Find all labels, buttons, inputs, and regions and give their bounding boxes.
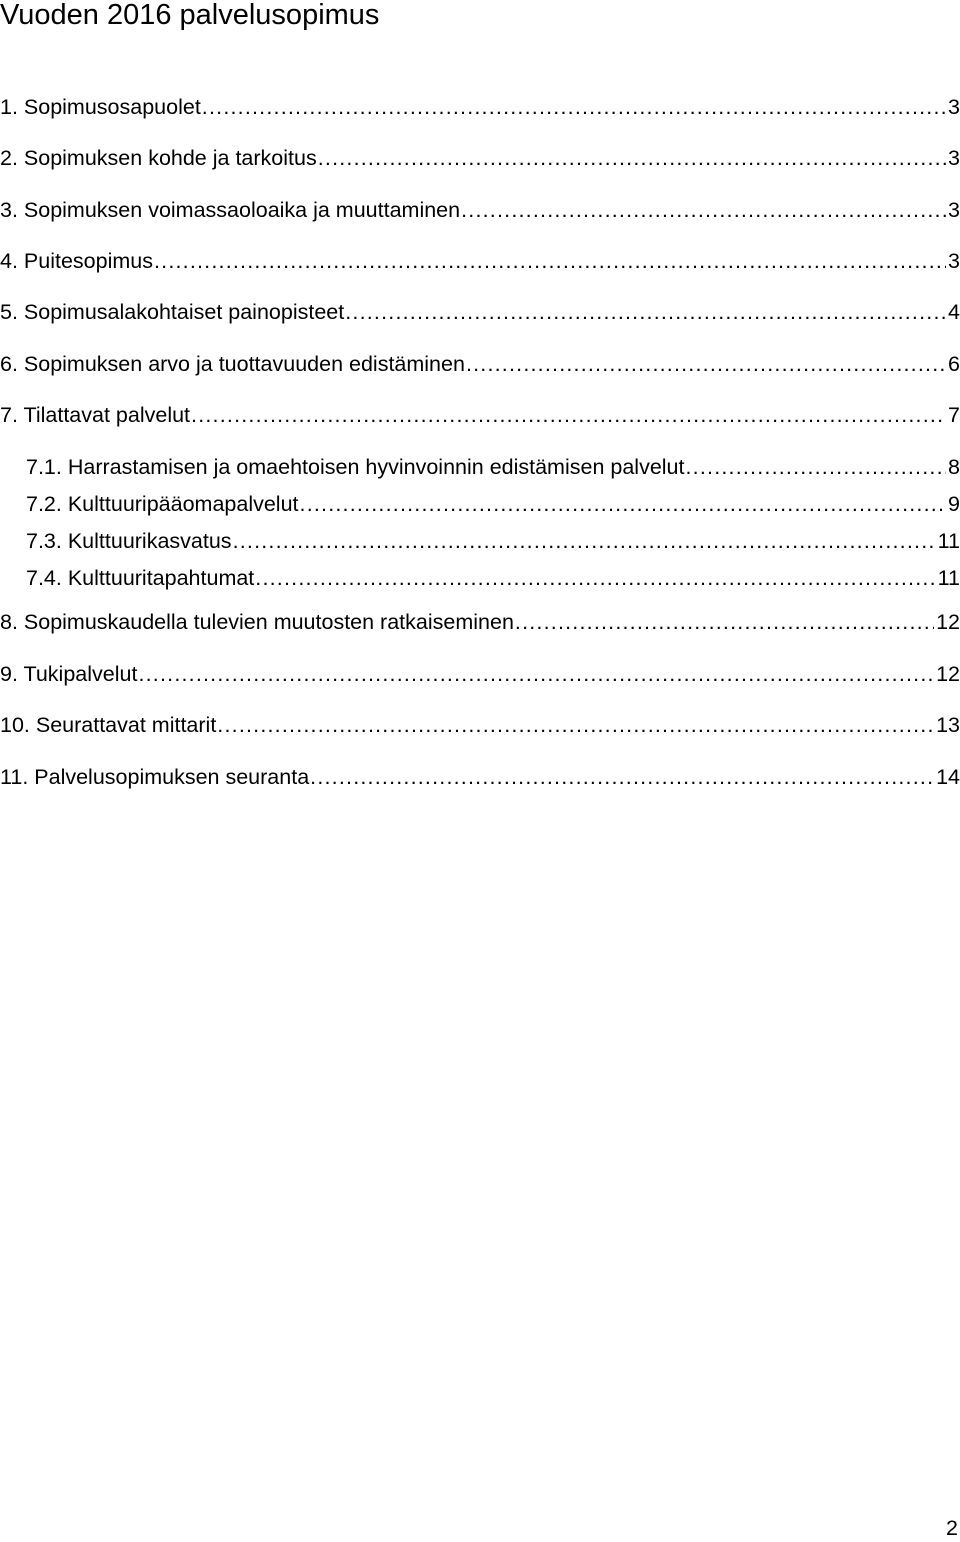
toc-entry-page: 11 (937, 566, 960, 590)
toc-entry[interactable] (0, 294, 960, 330)
toc-dot-leader (202, 89, 946, 125)
toc-dot-leader (255, 560, 935, 596)
toc-entry[interactable] (0, 140, 960, 176)
toc-entry-title: 9. Tukipalvelut (0, 662, 138, 686)
toc-dot-leader (515, 604, 934, 640)
toc-entry[interactable] (0, 759, 960, 795)
toc-entry-page: 6 (948, 352, 960, 376)
toc-dot-leader (138, 656, 934, 692)
toc-entry[interactable] (0, 192, 960, 228)
toc-entry-page: 4 (948, 300, 960, 324)
toc-dot-leader (461, 192, 946, 228)
toc-entry-page: 12 (936, 662, 960, 686)
toc-entry-page: 12 (936, 610, 960, 634)
toc-entry-title: 5. Sopimusalakohtaiset painopisteet (0, 300, 345, 324)
toc-entry[interactable] (0, 656, 960, 692)
toc-entry-title: 3. Sopimuksen voimassaoloaika ja muuttaminen (0, 198, 461, 222)
toc-dot-leader (191, 397, 946, 433)
toc-entry[interactable] (26, 523, 960, 559)
toc-entry-page: 3 (948, 249, 960, 273)
toc-entry[interactable] (0, 89, 960, 125)
toc-entry-page: 13 (936, 713, 960, 737)
toc-entry-title: 7.1. Harrastamisen ja omaehtoisen hyvinvoinnin edistämisen palvelut (26, 455, 685, 479)
toc-entry[interactable] (0, 346, 960, 382)
toc-entry[interactable] (26, 560, 960, 596)
toc-entry[interactable] (26, 449, 960, 485)
toc-entry-page: 11 (937, 529, 960, 553)
toc-dot-leader (318, 140, 946, 176)
toc-entry-title: 4. Puitesopimus (0, 249, 153, 273)
toc-entry-title: 2. Sopimuksen kohde ja tarkoitus (0, 146, 317, 170)
toc-entry-page: 3 (948, 146, 960, 170)
toc-entry-page: 9 (948, 492, 960, 516)
toc-dot-leader (345, 294, 946, 330)
toc-entry[interactable] (0, 604, 960, 640)
toc-entry-page: 14 (936, 765, 960, 789)
page-number: 2 (946, 1516, 958, 1540)
toc-dot-leader (686, 449, 947, 485)
toc-entry-title: 7. Tilattavat palvelut (0, 403, 191, 427)
toc-entry-page: 7 (948, 403, 960, 427)
toc-entry-page: 3 (948, 95, 960, 119)
toc-entry-title: 1. Sopimusosapuolet (0, 95, 201, 119)
toc-dot-leader (217, 707, 934, 743)
toc-dot-leader (300, 486, 947, 522)
toc-entry-page: 3 (948, 198, 960, 222)
toc-entry-title: 10. Seurattavat mittarit (0, 713, 217, 737)
toc-entry[interactable] (26, 486, 960, 522)
toc-dot-leader (154, 243, 946, 279)
toc-entry[interactable] (0, 397, 960, 433)
toc-entry-title: 7.3. Kulttuurikasvatus (26, 529, 232, 553)
toc-entry-title: 6. Sopimuksen arvo ja tuottavuuden edistäminen (0, 352, 465, 376)
toc-dot-leader (310, 759, 934, 795)
toc-entry-title: 7.2. Kulttuuripääomapalvelut (26, 492, 299, 516)
toc-entry[interactable] (0, 707, 960, 743)
toc-entry-title: 11. Palvelusopimuksen seuranta (0, 765, 310, 789)
toc-dot-leader (233, 523, 936, 559)
document-title: Vuoden 2016 palvelusopimus (0, 0, 380, 31)
toc-entry-title: 7.4. Kulttuuritapahtumat (26, 566, 255, 590)
toc-dot-leader (466, 346, 946, 382)
toc-entry-page: 8 (948, 455, 960, 479)
toc-entry-title: 8. Sopimuskaudella tulevien muutosten ratkaiseminen (0, 610, 514, 634)
toc-entry[interactable] (0, 243, 960, 279)
